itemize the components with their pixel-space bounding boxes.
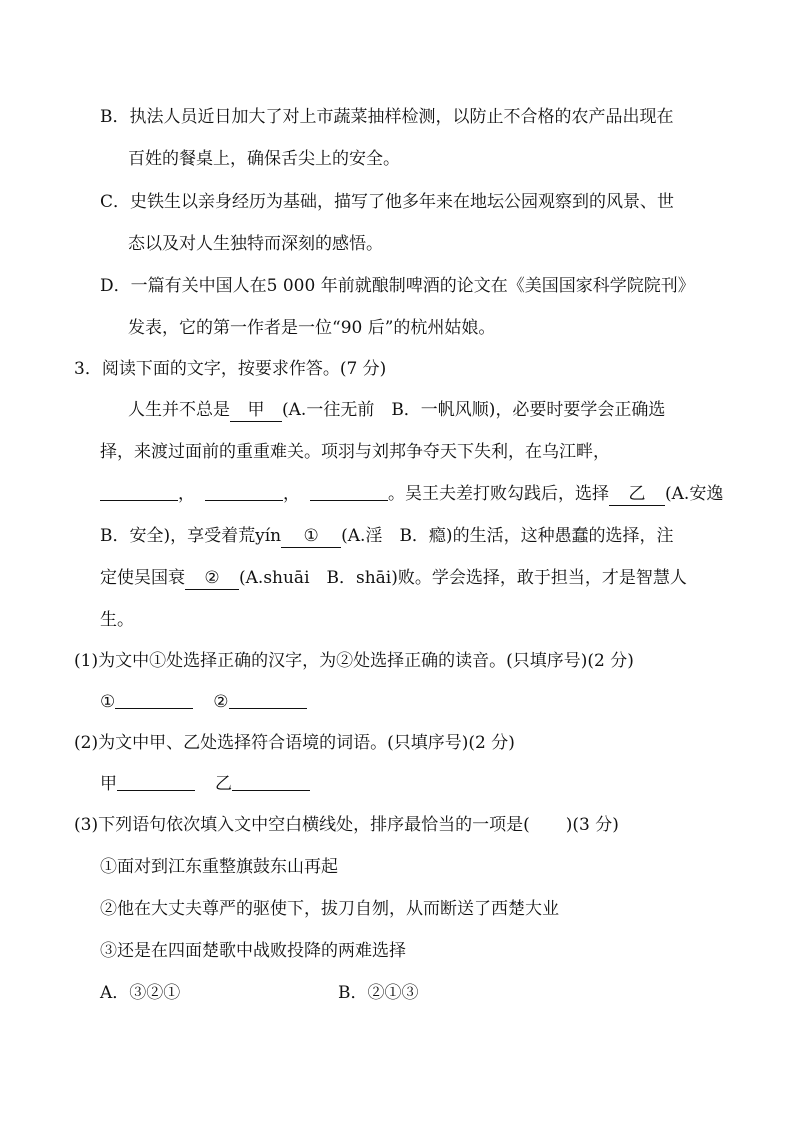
passage-text: (A.shuāi B．shāi)败。学会选择，敢于担当，才是智慧人: [239, 568, 687, 588]
passage-text: 人生并不总是: [128, 400, 230, 420]
passage-text: B．安全)，享受着荒yín: [100, 526, 282, 546]
passage-text: (A.安逸: [665, 484, 724, 504]
sub2-answers: [100, 772, 310, 796]
answer-blank-jia[interactable]: [117, 772, 195, 791]
sub2-prompt: (2)为文中甲、乙处选择符合语境的词语。(只填序号)(2 分): [74, 733, 515, 753]
passage-line4: [100, 524, 674, 548]
fill-blank-2[interactable]: [205, 482, 283, 501]
question-3-title: 3．阅读下面的文字，按要求作答。(7 分): [74, 359, 387, 379]
sentence-3: ③还是在四面楚歌中战败投降的两难选择: [100, 941, 406, 961]
option-c-line2: 态以及对人生独特而深刻的感悟。: [128, 234, 383, 254]
separator: ，: [178, 484, 195, 504]
prompt-text: (3)下列语句依次填入文中空白横线处，排序最恰当的一项是(: [74, 815, 530, 835]
separator: ，: [283, 484, 300, 504]
answer-label: 甲: [100, 774, 117, 794]
blank-1: ①: [281, 525, 341, 548]
answer-label: 乙: [215, 774, 232, 794]
prompt-text: )(3 分): [565, 815, 619, 835]
passage-line3: [100, 482, 723, 506]
sub3-prompt: [74, 813, 619, 837]
passage-line5: [100, 566, 687, 590]
option-b-line2: 百姓的餐桌上，确保舌尖上的安全。: [128, 149, 400, 169]
option-c-line1: C．史铁生以亲身经历为基础，描写了他多年来在地坛公园观察到的风景、世: [100, 192, 675, 212]
answer-label: ①: [100, 692, 116, 712]
sentence-2: ②他在大丈夫尊严的驱使下，拔刀自刎，从而断送了西楚大业: [100, 899, 559, 919]
blank-yi: 乙: [609, 483, 665, 506]
passage-line1: [128, 398, 665, 422]
choice-b: B．②①③: [338, 983, 419, 1003]
fill-blank-3[interactable]: [310, 482, 388, 501]
passage-text: (A.一往无前 B．一帆风顺)，必要时要学会正确选: [282, 400, 666, 420]
passage-line2: 择，来渡过面前的重重难关。项羽与刘邦争夺天下失利，在乌江畔，: [100, 442, 610, 462]
choice-a: A．③②①: [100, 983, 181, 1003]
option-d-line2: 发表，它的第一作者是一位“90 后”的杭州姑娘。: [128, 318, 496, 338]
passage-text: 。吴王夫差打败勾践后，选择: [388, 484, 609, 504]
sub1-prompt: (1)为文中①处选择正确的汉字，为②处选择正确的读音。(只填序号)(2 分): [74, 651, 634, 671]
answer-blank-2[interactable]: [229, 690, 307, 709]
answer-label: ②: [213, 692, 229, 712]
passage-text: 定使吴国衰: [100, 568, 185, 588]
sub1-answers: [100, 690, 307, 714]
option-d-line1: D．一篇有关中国人在5 000 年前就酿制啤酒的论文在《美国国家科学院院刊》: [100, 276, 695, 296]
fill-blank-1[interactable]: [100, 482, 178, 501]
option-b-line1: B．执法人员近日加大了对上市蔬菜抽样检测，以防止不合格的农产品出现在: [100, 107, 674, 127]
sentence-1: ①面对到江东重整旗鼓东山再起: [100, 857, 338, 877]
passage-text: (A.淫 B．瘾)的生活，这种愚蠢的选择，注: [341, 526, 674, 546]
blank-2: ②: [185, 567, 239, 590]
answer-blank-1[interactable]: [115, 690, 193, 709]
answer-blank-yi[interactable]: [232, 772, 310, 791]
passage-line6: 生。: [100, 610, 134, 630]
blank-jia: 甲: [230, 399, 282, 422]
